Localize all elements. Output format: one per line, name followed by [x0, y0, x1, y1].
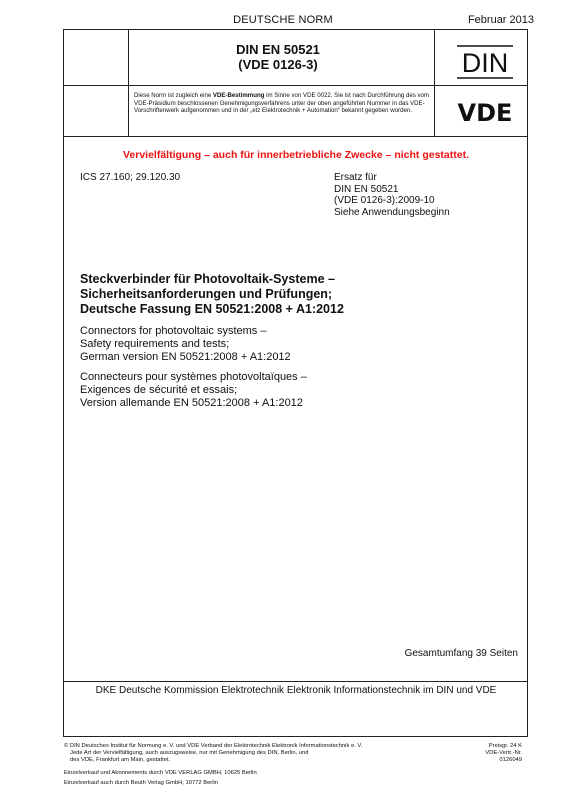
vde-logo-text: VDE	[457, 99, 513, 125]
replacement-line1: Ersatz für	[334, 172, 377, 183]
standard-number	[128, 42, 428, 72]
din-logo	[455, 45, 515, 79]
ics-codes: ICS 27.160; 29.120.30	[80, 172, 181, 183]
replacement-info	[334, 172, 450, 218]
frame-column-right	[434, 30, 435, 136]
title-french-line2: Exigences de sécurité et essais;	[80, 384, 238, 396]
title-english-line2: Safety requirements and tests;	[80, 338, 230, 350]
frame-divider-dke	[64, 681, 527, 682]
vde-logo	[445, 99, 525, 125]
copyright-line1: © DIN Deutsches Institut für Normung e. V. und VDE Verband der Elektrotechnik Elektronik Informationstechnik e. V.	[64, 743, 363, 749]
vde-notice-suffix: im Sinne von VDE 0022. Sie ist nach Durchführung des vom VDE-Präsidium beschlossenen Genehmigungsverfahrens unter der oben angeführten Nummer in das VDE-Vorschriftenwerk aufgenommen und in der „etz Elektrotechnik + Automation“ bekannt gegeben worden.	[134, 92, 430, 114]
sales-info-vde: Einzelverkauf und Abonnements durch VDE VERLAG GMBH, 10625 Berlin	[64, 770, 257, 776]
standard-number-line2: (VDE 0126-3)	[238, 57, 318, 72]
title-english-line1: Connectors for photovoltaic systems –	[80, 325, 267, 337]
publication-date: Februar 2013	[467, 14, 534, 26]
document-type-label: DEUTSCHE NORM	[233, 14, 333, 26]
vde-notice	[134, 92, 434, 115]
sales-info-beuth: Einzelverkauf auch durch Beuth Verlag GmbH, 10772 Berlin	[64, 780, 219, 786]
title-german-line2: Sicherheitsanforderungen und Prüfungen;	[80, 287, 333, 301]
vde-order-number: VDE-Vertr.-Nr. 0126049	[485, 750, 522, 763]
price-info	[464, 743, 522, 764]
page-count: Gesamtumfang 39 Seiten	[404, 648, 518, 659]
frame-divider-top	[64, 85, 527, 86]
replacement-line4: Siehe Anwendungsbeginn	[334, 206, 450, 218]
frame-divider-notice	[64, 136, 527, 137]
copyright-notice	[64, 743, 414, 764]
vde-notice-bold: VDE-Bestimmung	[212, 92, 265, 99]
title-french	[80, 371, 500, 410]
copyright-line3: des VDE, Frankfurt am Main, gestattet.	[70, 757, 171, 763]
din-logo-text: DIN	[461, 48, 509, 78]
copyright-line2: Jede Art der Vervielfältigung, auch auszugsweise, nur mit Genehmigung des DIN, Berlin, und	[70, 750, 309, 756]
title-german-line1: Steckverbinder für Photovoltaik-Systeme –	[80, 272, 335, 286]
vde-notice-prefix: Diese Norm ist zugleich eine	[134, 92, 213, 99]
standard-number-line1: DIN EN 50521	[236, 42, 320, 57]
title-english-line3: German version EN 50521:2008 + A1:2012	[80, 351, 291, 363]
title-french-line1: Connecteurs pour systèmes photovoltaïques –	[80, 371, 307, 383]
replacement-line2: DIN EN 50521	[334, 183, 399, 195]
replacement-line3: (VDE 0126-3):2009-10	[334, 195, 435, 206]
dke-line: DKE Deutsche Kommission Elektrotechnik Elektronik Informationstechnik im DIN und VDE	[95, 685, 497, 696]
title-french-line3: Version allemande EN 50521:2008 + A1:2012	[80, 397, 303, 409]
title-english	[80, 325, 500, 364]
reproduction-warning: Vervielfältigung – auch für innerbetriebliche Zwecke – nicht gestattet.	[122, 149, 469, 161]
title-german-line3: Deutsche Fassung EN 50521:2008 + A1:2012	[80, 302, 344, 316]
price-group: Preisgr. 24 K	[488, 743, 522, 749]
title-german	[80, 272, 500, 317]
